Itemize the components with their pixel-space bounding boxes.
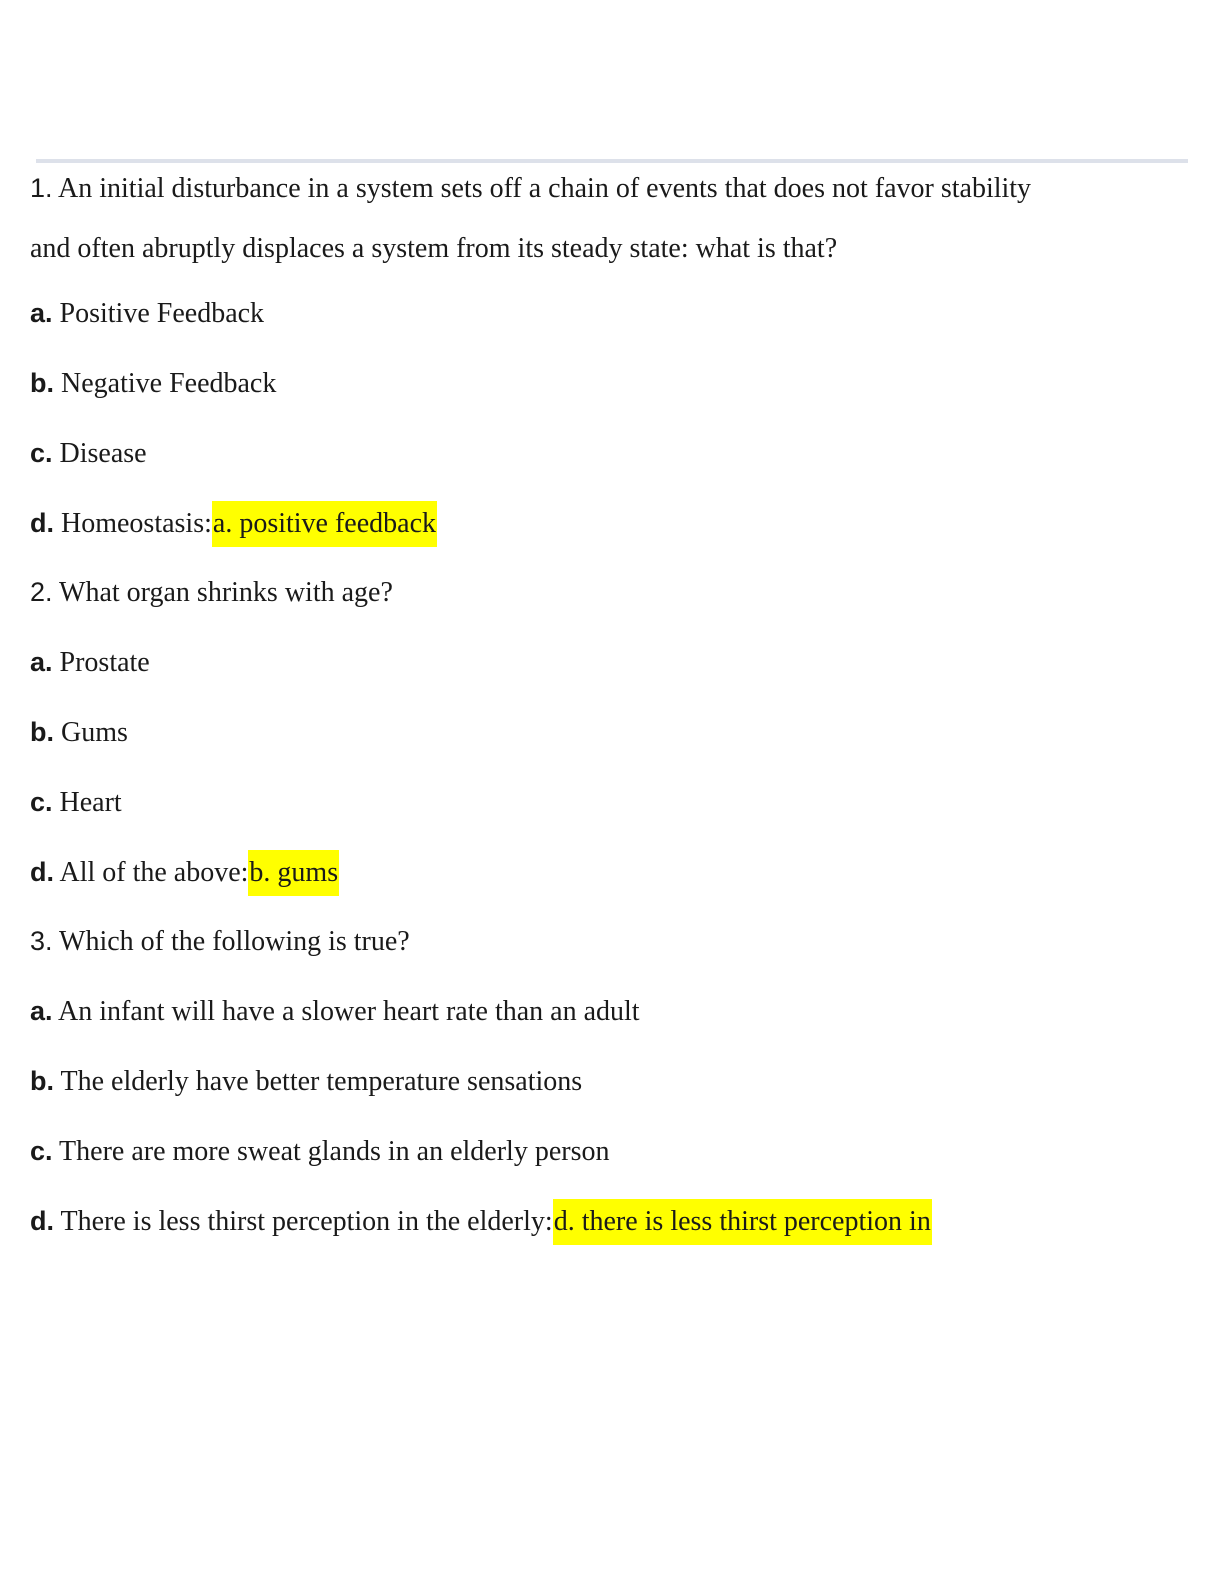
- question-2-line: 2. What organ shrinks with age?: [30, 577, 393, 608]
- question-2-option-b: [30, 709, 128, 755]
- question-2-number: 2: [30, 577, 46, 607]
- option-text: Gums: [61, 717, 128, 748]
- option-text: The elderly have better temperature sensations: [60, 1066, 583, 1097]
- option-text: There are more sweat glands in an elderly person: [59, 1136, 610, 1167]
- option-text: Positive Feedback: [59, 298, 265, 329]
- option-text: Heart: [59, 787, 122, 818]
- option-letter: c.: [30, 787, 53, 817]
- option-text: Homeostasis:: [61, 508, 212, 539]
- question-2-option-a: [30, 639, 150, 685]
- question-1-option-b: [30, 360, 276, 406]
- option-text: An infant will have a slower heart rate than an adult: [58, 996, 640, 1027]
- option-text: All of the above:: [59, 857, 249, 888]
- question-2-text: What organ shrinks with age?: [59, 577, 393, 608]
- option-letter: d.: [30, 1206, 54, 1236]
- question-3-option-a: [30, 988, 640, 1034]
- option-letter: a.: [30, 647, 53, 677]
- question-3-number: 3: [30, 926, 46, 956]
- option-letter: b.: [30, 1066, 54, 1096]
- top-divider: [36, 159, 1188, 163]
- question-3-text: Which of the following is true?: [59, 926, 410, 957]
- question-1-text-line-2: and often abruptly displaces a system from its steady state: what is that?: [30, 233, 838, 264]
- question-1-text-line-1: An initial disturbance in a system sets off a chain of events that does not favor stability: [58, 173, 1032, 204]
- question-1-option-a: [30, 290, 264, 336]
- option-text: Prostate: [59, 647, 150, 678]
- question-2-option-c: [30, 779, 122, 825]
- option-letter: a.: [30, 298, 53, 328]
- option-text: Disease: [59, 438, 147, 469]
- option-letter: c.: [30, 1136, 53, 1166]
- question-3-option-c: [30, 1128, 609, 1174]
- question-3-line: 3. Which of the following is true?: [30, 926, 410, 957]
- question-1-option-c: [30, 430, 147, 476]
- option-letter: b.: [30, 368, 54, 398]
- option-text: There is less thirst perception in the elderly:: [60, 1206, 553, 1237]
- option-letter: c.: [30, 438, 53, 468]
- question-1-answer-highlight: a. positive feedback: [212, 501, 437, 547]
- option-letter: b.: [30, 717, 54, 747]
- question-2-answer-highlight: b. gums: [248, 850, 339, 896]
- question-1-option-d: [30, 500, 437, 546]
- option-letter: a.: [30, 996, 53, 1026]
- question-3-option-b: [30, 1058, 582, 1104]
- option-letter: d.: [30, 857, 54, 887]
- question-1-line-2: [30, 226, 837, 272]
- question-1-number: 1: [30, 173, 46, 203]
- option-text: Negative Feedback: [61, 368, 277, 399]
- question-3-option-d: [30, 1198, 932, 1244]
- option-letter: d.: [30, 508, 54, 538]
- question-3-answer-highlight: d. there is less thirst perception in: [553, 1199, 932, 1245]
- question-2-option-d: [30, 849, 339, 895]
- question-1-line-1: 1. An initial disturbance in a system sets off a chain of events that does not favor stability: [30, 173, 1032, 204]
